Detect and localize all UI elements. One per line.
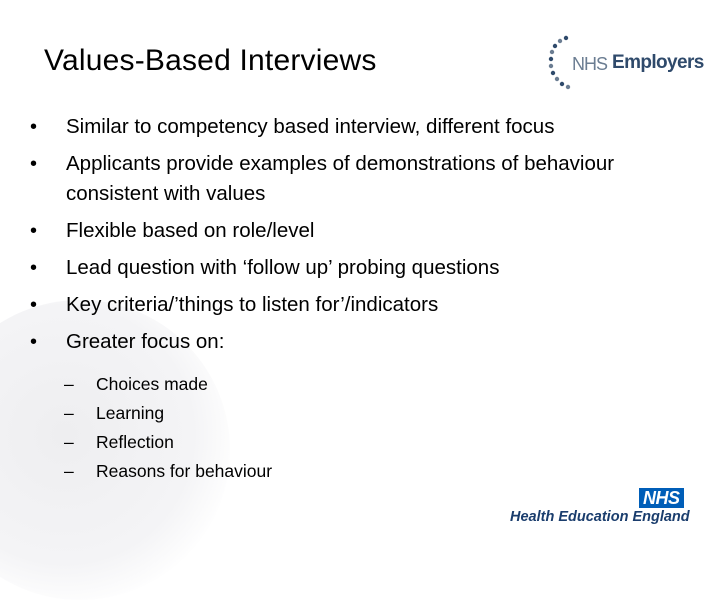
- sub-bullet-item: [64, 370, 272, 399]
- sub-bullet-item: [64, 399, 272, 428]
- bullet-glyph: •: [30, 153, 38, 175]
- sub-bullet-text: Reasons for behaviour: [96, 461, 273, 481]
- nhs-employers-logo: [548, 34, 704, 94]
- bullet-text: Applicants provide examples of demonstrations of behaviour consistent with values: [66, 152, 615, 205]
- sub-bullet-text: Choices made: [96, 374, 208, 394]
- sub-bullet-item: [64, 428, 272, 457]
- bullet-item: [30, 112, 690, 142]
- bullet-glyph: •: [30, 257, 38, 279]
- bullet-glyph: •: [30, 220, 38, 242]
- bullet-glyph: •: [30, 116, 38, 138]
- sub-bullet-glyph: –: [64, 461, 74, 481]
- bullet-glyph: •: [30, 294, 38, 316]
- health-education-england-logo-text: Health Education England: [510, 509, 690, 525]
- sub-bullet-glyph: –: [64, 432, 74, 452]
- sub-bullet-text: Reflection: [96, 432, 174, 452]
- sub-bullet-glyph: –: [64, 374, 74, 394]
- sub-bullet-list: [64, 370, 272, 486]
- bullet-text: Key criteria/’things to listen for’/indicators: [66, 293, 439, 316]
- bullet-item: [30, 253, 690, 283]
- bullet-text: Greater focus on:: [66, 330, 225, 353]
- bullet-text: Lead question with ‘follow up’ probing questions: [66, 256, 500, 279]
- nhs-badge-logo: NHS: [639, 488, 684, 508]
- bullet-list: [30, 112, 690, 364]
- sub-bullet-glyph: –: [64, 403, 74, 423]
- bullet-item: [30, 216, 690, 246]
- bullet-text: Flexible based on role/level: [66, 219, 315, 242]
- bullet-glyph: •: [30, 331, 38, 353]
- sub-bullet-text: Learning: [96, 403, 165, 423]
- bullet-item: [30, 327, 690, 357]
- dot-ring-icon: [548, 34, 572, 94]
- bullet-item: [30, 290, 690, 320]
- slide-title: Values-Based Interviews: [44, 44, 377, 77]
- bullet-item: [30, 149, 690, 209]
- bullet-text: Similar to competency based interview, different focus: [66, 115, 555, 138]
- nhs-employers-logo-employers: Employers: [612, 52, 704, 73]
- sub-bullet-item: [64, 457, 272, 486]
- nhs-employers-logo-nhs: NHS: [572, 54, 608, 74]
